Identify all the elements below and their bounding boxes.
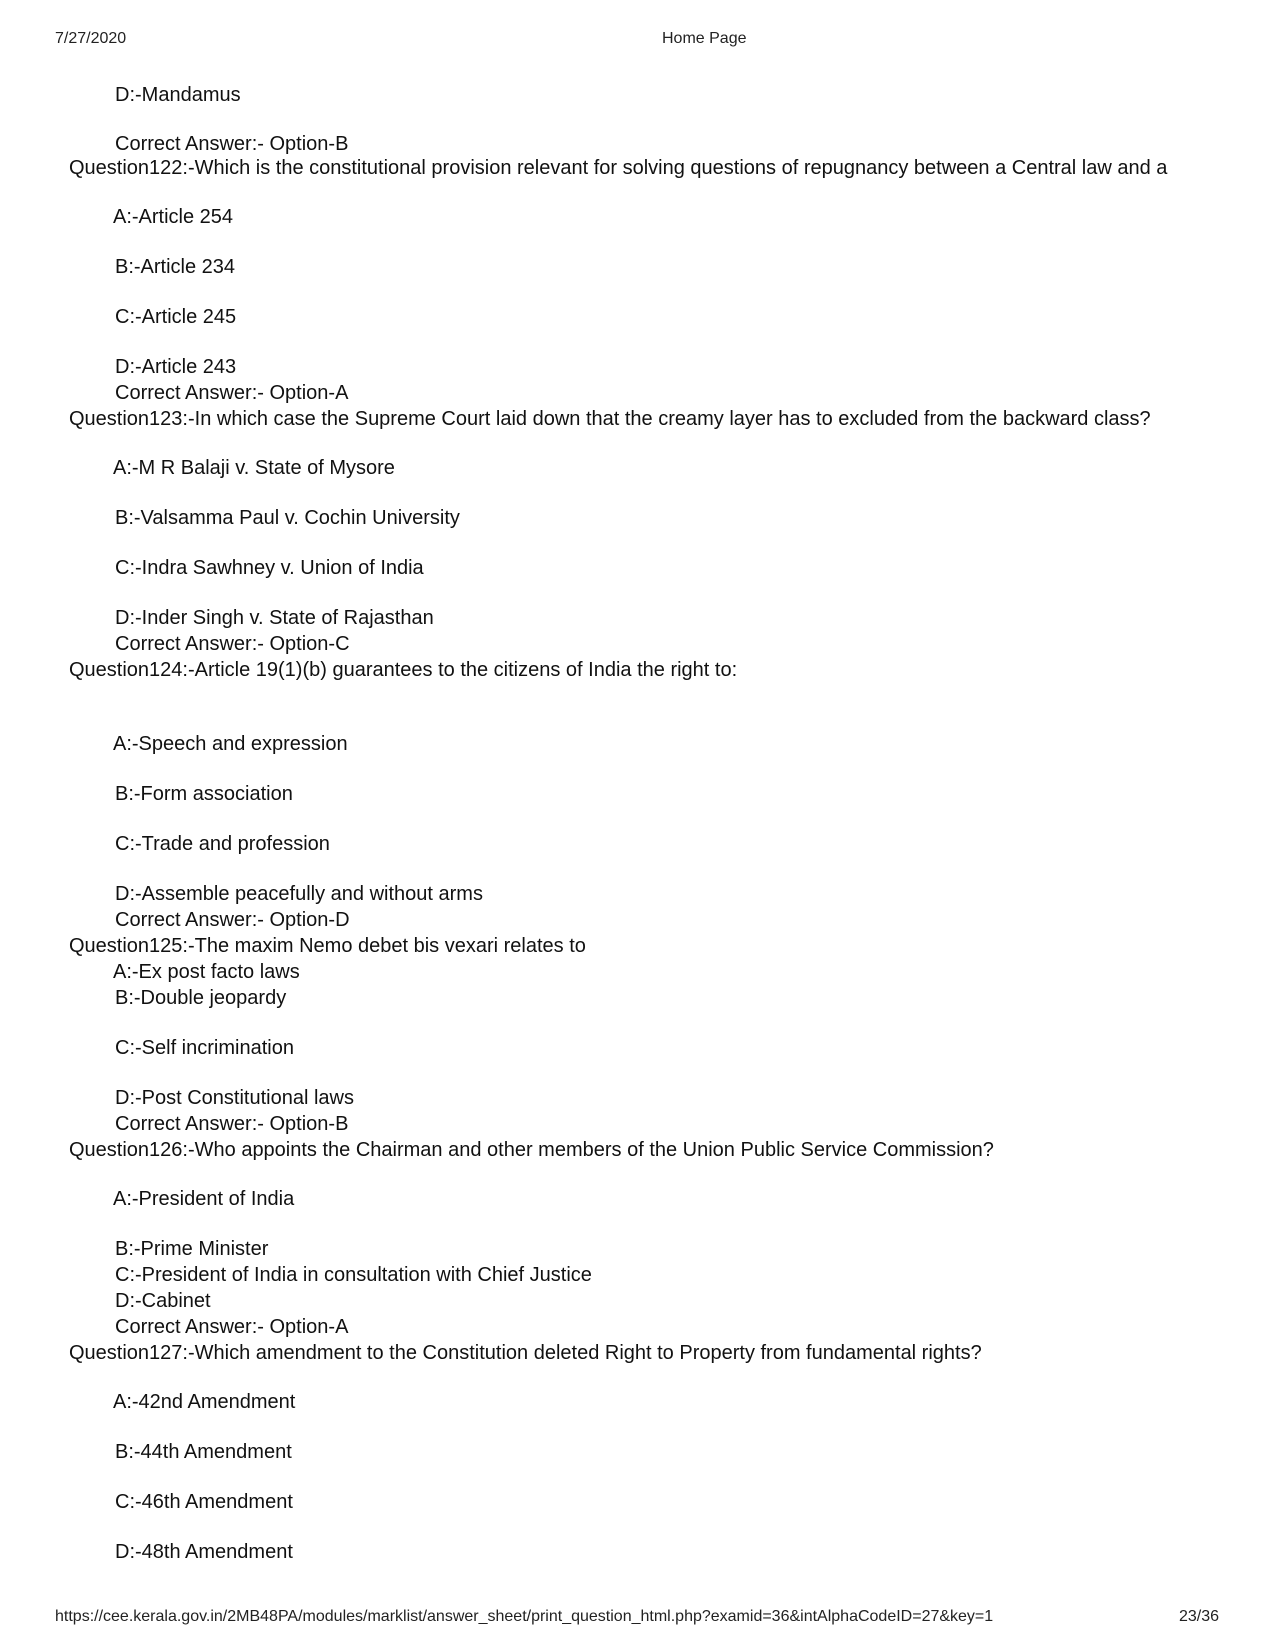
page-number: 23/36 bbox=[1179, 1608, 1220, 1625]
correct-answer: Correct Answer:- Option-B bbox=[115, 1113, 349, 1135]
option-b: B:-Prime Minister bbox=[115, 1238, 269, 1260]
option-b: B:-Article 234 bbox=[115, 256, 236, 278]
option-c: C:-Trade and profession bbox=[115, 833, 330, 855]
correct-answer: Correct Answer:- Option-A bbox=[115, 1316, 349, 1338]
question-text: Question124:-Article 19(1)(b) guarantees to the citizens of India the right to: bbox=[69, 659, 738, 681]
option-c: C:-Article 245 bbox=[115, 306, 237, 328]
option-d: D:-Inder Singh v. State of Rajasthan bbox=[115, 607, 434, 629]
option-a: A:-Speech and expression bbox=[113, 733, 348, 755]
option-a: A:-Article 254 bbox=[113, 206, 234, 228]
option-d: D:-Mandamus bbox=[115, 84, 241, 106]
print-date: 7/27/2020 bbox=[55, 30, 127, 47]
page-title: Home Page bbox=[662, 30, 747, 47]
option-c: C:-Self incrimination bbox=[115, 1037, 294, 1059]
option-b: B:-Valsamma Paul v. Cochin University bbox=[115, 507, 460, 529]
option-a: A:-Ex post facto laws bbox=[113, 961, 300, 983]
question-text: Question125:-The maxim Nemo debet bis vexari relates to bbox=[69, 935, 586, 957]
correct-answer: Correct Answer:- Option-D bbox=[115, 909, 350, 931]
option-b: B:-44th Amendment bbox=[115, 1441, 292, 1463]
option-d: D:-48th Amendment bbox=[115, 1541, 293, 1563]
correct-answer: Correct Answer:- Option-C bbox=[115, 633, 350, 655]
option-c: C:-Indra Sawhney v. Union of India bbox=[115, 557, 424, 579]
option-d: D:-Article 243 bbox=[115, 356, 237, 378]
option-b: B:-Form association bbox=[115, 783, 293, 805]
option-a: A:-M R Balaji v. State of Mysore bbox=[113, 457, 395, 479]
option-a: A:-President of India bbox=[113, 1188, 295, 1210]
question-text: Question127:-Which amendment to the Constitution deleted Right to Property from fundamental rights? bbox=[69, 1342, 982, 1364]
option-d: D:-Post Constitutional laws bbox=[115, 1087, 354, 1109]
option-d: D:-Cabinet bbox=[115, 1290, 211, 1312]
option-b: B:-Double jeopardy bbox=[115, 987, 287, 1009]
correct-answer: Correct Answer:- Option-A bbox=[115, 382, 349, 404]
option-c: C:-46th Amendment bbox=[115, 1491, 293, 1513]
option-c: C:-President of India in consultation with Chief Justice bbox=[115, 1264, 592, 1286]
question-text: Question126:-Who appoints the Chairman and other members of the Union Public Service Commission? bbox=[69, 1139, 994, 1161]
question-text: Question123:-In which case the Supreme Court laid down that the creamy layer has to excluded from the backward class? bbox=[69, 408, 1151, 430]
correct-answer: Correct Answer:- Option-B bbox=[115, 133, 349, 155]
option-d: D:-Assemble peacefully and without arms bbox=[115, 883, 483, 905]
option-a: A:-42nd Amendment bbox=[113, 1391, 296, 1413]
question-text: Question122:-Which is the constitutional provision relevant for solving questions of repugnancy between a Central law and a bbox=[69, 157, 1168, 179]
page-url: https://cee.kerala.gov.in/2MB48PA/modules/marklist/answer_sheet/print_question_html.php?examid=36&intAlphaCodeID=27&key=1 bbox=[55, 1608, 994, 1625]
